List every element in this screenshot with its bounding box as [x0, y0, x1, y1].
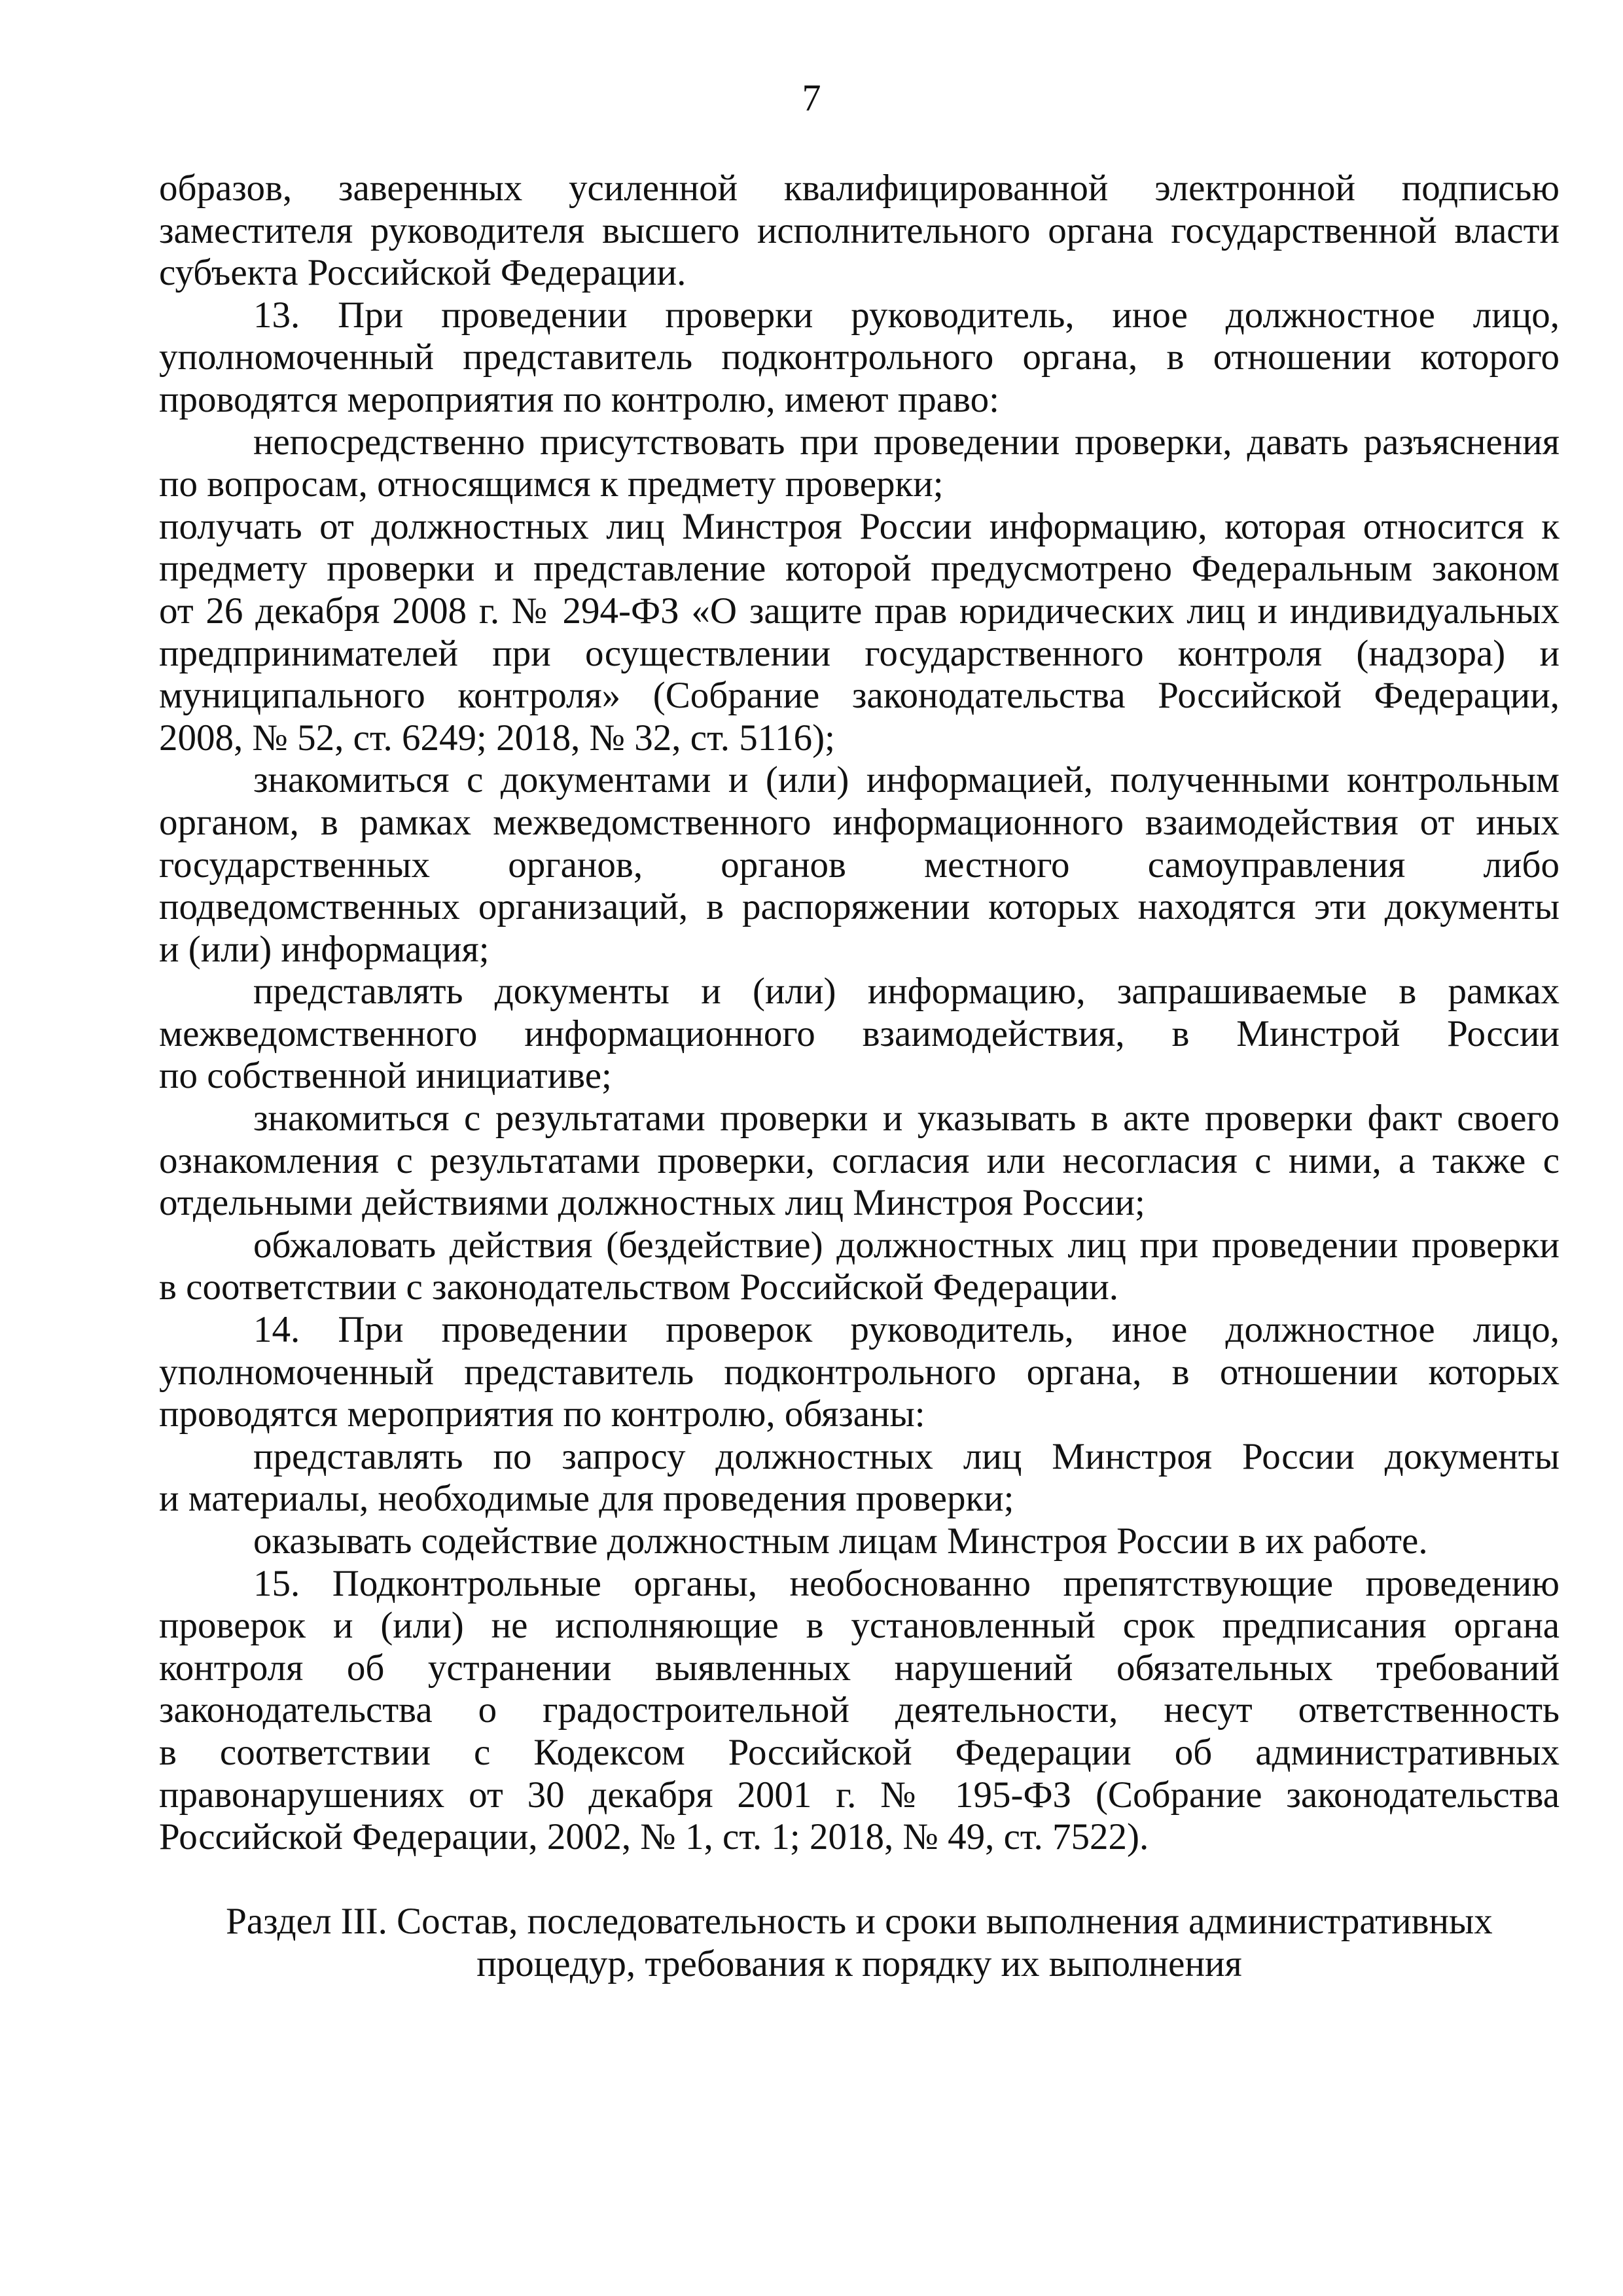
text-line: предпринимателей при осуществлении государственного контроля (надзора) и — [159, 632, 1560, 674]
text-line: обжаловать действия (бездействие) должностных лиц при проведении проверки — [253, 1224, 1560, 1266]
paragraph — [159, 295, 1560, 422]
text-line: Российской Федерации, 2002, № 1, ст. 1; 2018, № 49, ст. 7522). — [159, 1816, 1149, 1858]
page-number: 7 — [802, 77, 821, 119]
paragraph — [159, 759, 1560, 971]
text-line: государственных органов, органов местного самоуправления либо — [159, 844, 1560, 886]
paragraph — [159, 168, 1560, 295]
text-line: уполномоченный представитель подконтрольного органа, в отношении которого — [159, 336, 1560, 378]
paragraph — [159, 1225, 1560, 1309]
text-line: знакомиться с результатами проверки и указывать в акте проверки факт своего — [253, 1098, 1560, 1139]
paragraph — [159, 422, 1560, 506]
text-line: представлять документы и (или) информацию, запрашиваемые в рамках — [253, 971, 1560, 1013]
text-line: проверок и (или) не исполняющие в установленный срок предписания органа — [159, 1605, 1560, 1647]
text-line: заместителя руководителя высшего исполнительного органа государственной власти — [159, 209, 1560, 251]
text-line: субъекта Российской Федерации. — [159, 252, 687, 294]
text-line: проводятся мероприятия по контролю, имеют право: — [159, 378, 999, 420]
text-line: ознакомления с результатами проверки, согласия или несогласия с ними, а также с — [159, 1139, 1560, 1181]
text-line: в соответствии с Кодексом Российской Федерации об административных — [159, 1731, 1560, 1773]
text-line: контроля об устранении выявленных нарушений обязательных требований — [159, 1647, 1560, 1689]
text-line: законодательства о градостроительной деятельности, несут ответственность — [159, 1689, 1560, 1731]
text-line: в соответствии с законодательством Российской Федерации. — [159, 1266, 1119, 1308]
paragraph — [159, 1436, 1560, 1520]
text-line: отдельными действиями должностных лиц Минстроя России; — [159, 1182, 1145, 1224]
text-line: получать от должностных лиц Минстроя России информацию, которая относится к — [159, 505, 1560, 547]
text-line: 15. Подконтрольные органы, необоснованно препятствующие проведению — [253, 1562, 1560, 1604]
text-line: 2008, № 52, ст. 6249; 2018, № 32, ст. 5116); — [159, 717, 835, 759]
paragraph — [159, 506, 1560, 760]
section-heading — [159, 1901, 1560, 1985]
text-line: межведомственного информационного взаимодействия, в Минстрой России — [159, 1013, 1560, 1054]
paragraph — [159, 971, 1560, 1098]
text-line: проводятся мероприятия по контролю, обязаны: — [159, 1393, 925, 1435]
text-line: оказывать содействие должностным лицам Минстроя России в их работе. — [253, 1520, 1428, 1562]
text-line: 14. При проведении проверок руководитель, иное должностное лицо, — [253, 1309, 1560, 1351]
paragraph — [159, 1520, 1560, 1563]
paragraph — [159, 1563, 1560, 1859]
document-body — [159, 168, 1560, 1986]
text-line: по вопросам, относящимся к предмету проверки; — [159, 463, 944, 505]
text-line: по собственной инициативе; — [159, 1055, 612, 1097]
text-line: органом, в рамках межведомственного информационного взаимодействия от иных — [159, 801, 1560, 843]
text-line: правонарушениях от 30 декабря 2001 г. № 195-ФЗ (Собрание законодательства — [159, 1774, 1560, 1816]
text-line: 13. При проведении проверки руководитель, иное должностное лицо, — [253, 294, 1560, 336]
text-line: муниципального контроля» (Собрание законодательства Российской Федерации, — [159, 675, 1560, 717]
text-line: и материалы, необходимые для проведения проверки; — [159, 1478, 1014, 1520]
text-line: и (или) информация; — [159, 928, 490, 970]
section-heading-line: процедур, требования к порядку их выполнения — [476, 1943, 1242, 1984]
text-line: подведомственных организаций, в распоряжении которых находятся эти документы — [159, 886, 1560, 928]
paragraph — [159, 1309, 1560, 1436]
section-heading-line: Раздел III. Состав, последовательность и сроки выполнения административных — [226, 1901, 1493, 1943]
text-line: образов, заверенных усиленной квалифицированной электронной подписью — [159, 168, 1560, 209]
paragraph — [159, 1098, 1560, 1225]
text-line: представлять по запросу должностных лиц Минстроя России документы — [253, 1435, 1560, 1477]
text-line: предмету проверки и представление которой предусмотрено Федеральным законом — [159, 548, 1560, 590]
text-line: уполномоченный представитель подконтрольного органа, в отношении которых — [159, 1351, 1560, 1393]
text-line: знакомиться с документами и (или) информацией, полученными контрольным — [253, 759, 1560, 801]
text-line: непосредственно присутствовать при проведении проверки, давать разъяснения — [253, 421, 1560, 463]
text-line: от 26 декабря 2008 г. № 294-ФЗ «О защите прав юридических лиц и индивидуальных — [159, 590, 1560, 632]
